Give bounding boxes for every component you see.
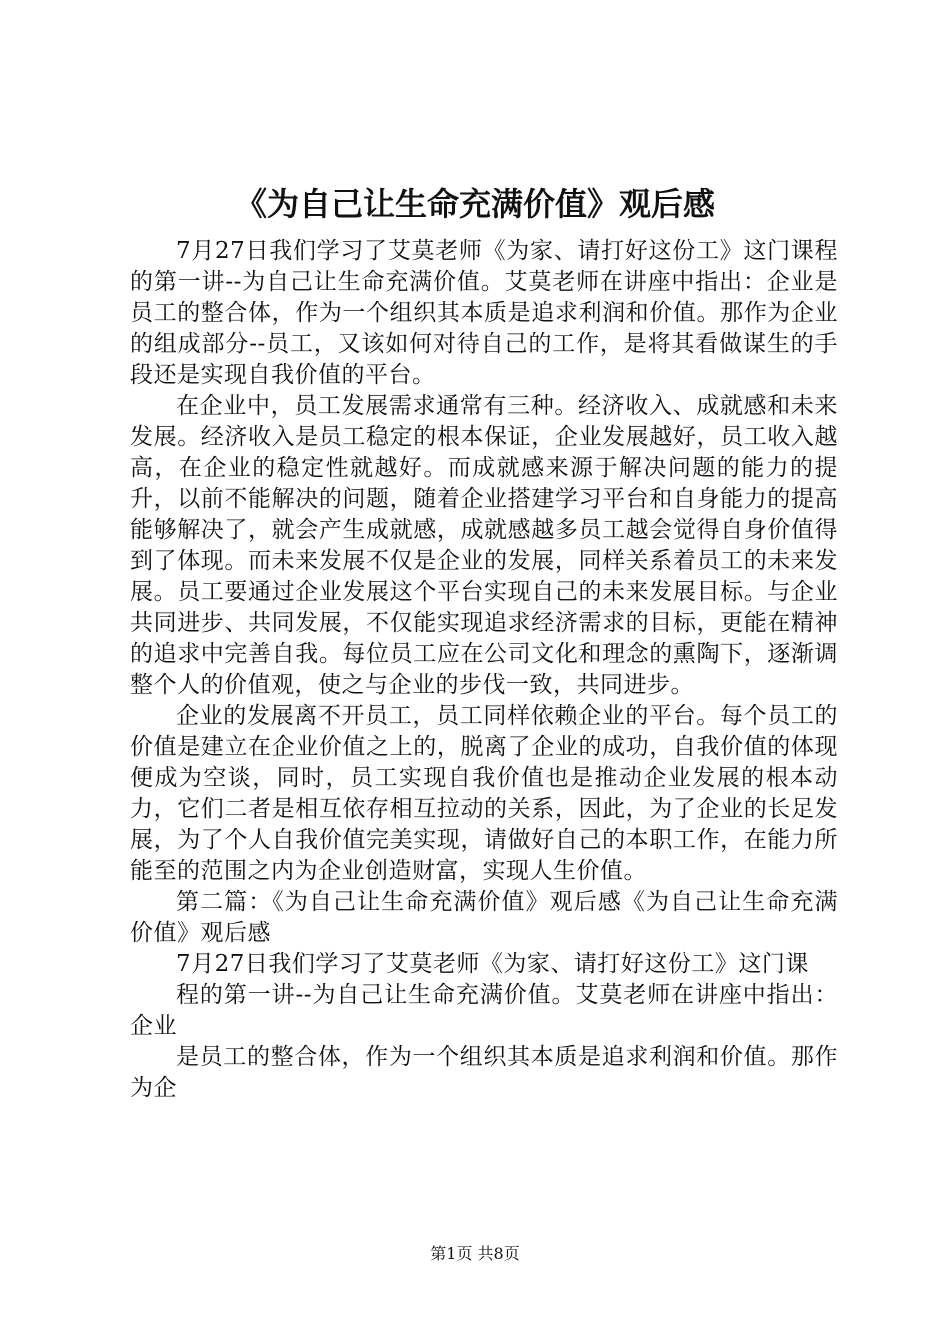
paragraph: 第二篇：《为自己让生命充满价值》观后感《为自己让生命充满价值》观后感: [130, 889, 838, 946]
document-body: [130, 236, 838, 1104]
paragraph: 7月27日我们学习了艾莫老师《为家、请打好这份工》这门课: [176, 951, 809, 977]
document-title: 《为自己让生命充满价值》观后感: [234, 185, 715, 223]
paragraph: 程的第一讲--为自己让生命充满价值。艾莫老师在讲座中指出：企业: [130, 982, 838, 1039]
paragraph: 7月27日我们学习了艾莫老师《为家、请打好这份工》这门课程的第一讲--为自己让生命充满价值。艾莫老师在讲座中指出：企业是员工的整合体，作为一个组织其本质是追求利润和价值。那作为企业的组成部分--员工，又该如何对待自己的工作，是将其看做谋生的手段还是实现自我价值的平台。: [130, 238, 838, 388]
paragraph: 是员工的整合体，作为一个组织其本质是追求利润和价值。那作为企: [130, 1044, 838, 1101]
page-footer: 第1页 共8页: [430, 1244, 520, 1263]
paragraph: 企业的发展离不开员工，员工同样依赖企业的平台。每个员工的价值是建立在企业价值之上的，脱离了企业的成功，自我价值的体现便成为空谈，同时，员工实现自我价值也是推动企业发展的根本动力，它们二者是相互依存相互拉动的关系，因此，为了企业的长足发展，为了个人自我价值完美实现，请做好自己的本职工作，在能力所能至的范围之内为企业创造财富，实现人生价值。: [130, 703, 838, 884]
paragraph: 在企业中，员工发展需求通常有三种。经济收入、成就感和未来发展。经济收入是员工稳定的根本保证，企业发展越好，员工收入越高，在企业的稳定性就越好。而成就感来源于解决问题的能力的提升，以前不能解决的问题，随着企业搭建学习平台和自身能力的提高能够解决了，就会产生成就感，成就感越多员工越会觉得自身价值得到了体现。而未来发展不仅是企业的发展，同样关系着员工的未来发展。员工要通过企业发展这个平台实现自己的未来发展目标。与企业共同进步、共同发展，不仅能实现追求经济需求的目标，更能在精神的追求中完善自我。每位员工应在公司文化和理念的熏陶下，逐渐调整个人的价值观，使之与企业的步伐一致，共同进步。: [130, 393, 838, 698]
